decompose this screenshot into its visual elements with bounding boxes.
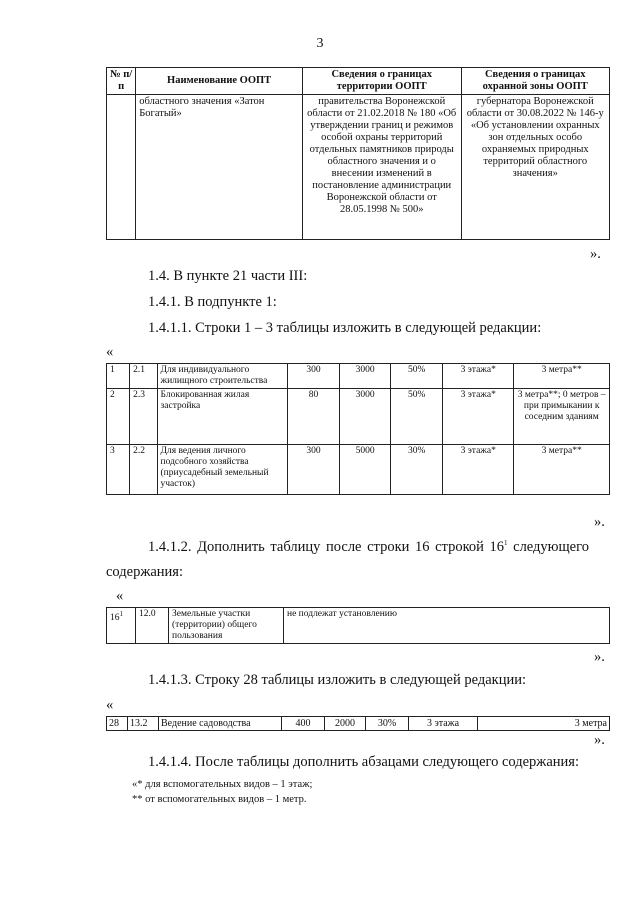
table-row — [107, 95, 610, 240]
cell-code: 2.1 — [130, 364, 157, 389]
cell-num: 2 — [107, 389, 130, 445]
col-header-territory: Сведения о границах территории ООПТ — [302, 68, 461, 95]
cell-num — [107, 95, 136, 240]
cell-max-area: 5000 — [339, 445, 391, 495]
cell-code: 12.0 — [136, 608, 169, 644]
note-1: «* для вспомогательных видов – 1 этаж; — [132, 779, 313, 790]
cell-territory: правительства Воронежской области от 21.02.2018 № 180 «Об утверждении границ и режимов особой охраны территорий отдельных памятников природы областного значения и о внесении изменений в постановление администрации Воронежской области от 28.05.1998 № 500» — [302, 95, 461, 240]
cell-name: Ведение садоводства — [159, 717, 282, 731]
cell-setback: 3 метра — [478, 717, 610, 731]
close-quote-3: ». — [594, 649, 605, 665]
paragraph-1-4: 1.4. В пункте 21 части III: — [148, 268, 308, 284]
cell-min-area: 300 — [288, 364, 340, 389]
cell-min-area: 80 — [288, 389, 340, 445]
cell-name: Земельные участки (территории) общего пользования — [169, 608, 284, 644]
cell-value: не подлежат установлению — [284, 608, 610, 644]
paragraph-1-4-1-2-text: 1.4.1.2. Дополнить таблицу после строки 16 строкой 16 — [148, 539, 505, 555]
cell-min-area: 400 — [282, 717, 325, 731]
cell-num-sup: 1 — [119, 610, 123, 618]
cell-code: 13.2 — [128, 717, 159, 731]
cell-num: 3 — [107, 445, 130, 495]
land-use-table — [106, 363, 610, 495]
open-quote-4: « — [106, 697, 114, 713]
cell-setback: 3 метра** — [514, 445, 610, 495]
cell-max-area: 3000 — [339, 364, 391, 389]
close-quote-1: ». — [590, 246, 601, 262]
page-number: 3 — [316, 36, 324, 51]
note-2: ** от вспомогательных видов – 1 метр. — [132, 794, 307, 805]
row-28-table — [106, 716, 610, 731]
cell-name: Блокированная жилая застройка — [157, 389, 288, 445]
col-header-zone: Сведения о границах охранной зоны ООПТ — [461, 68, 610, 95]
table-row — [107, 608, 610, 644]
cell-max-area: 3000 — [339, 389, 391, 445]
col-header-num: № п/п — [107, 68, 136, 95]
paragraph-1-4-1: 1.4.1. В подпункте 1: — [148, 294, 277, 310]
oopt-table — [106, 67, 610, 240]
table-row — [107, 717, 610, 731]
cell-num: 28 — [107, 717, 128, 731]
cell-name: Для ведения личного подсобного хозяйства (приусадебный земельный участок) — [157, 445, 288, 495]
open-quote-2: « — [106, 344, 114, 360]
cell-setback: 3 метра** — [514, 364, 610, 389]
cell-floors: 3 этажа* — [443, 364, 514, 389]
cell-floors: 3 этажа* — [443, 445, 514, 495]
col-header-name: Наименование ООПТ — [136, 68, 303, 95]
cell-coverage: 50% — [391, 364, 443, 389]
table-row — [107, 389, 610, 445]
cell-name: Для индивидуального жилищного строительства — [157, 364, 288, 389]
paragraph-1-4-1-4: 1.4.1.4. После таблицы дополнить абзацами следующего содержания: — [148, 754, 579, 770]
cell-num: 1 — [107, 364, 130, 389]
table-row — [107, 445, 610, 495]
table-header-row — [107, 68, 610, 95]
close-quote-4: ». — [594, 732, 605, 748]
paragraph-1-4-1-2-cont: содержания: — [106, 564, 184, 580]
paragraph-1-4-1-2 — [148, 539, 589, 556]
open-quote-3: « — [116, 588, 124, 604]
table-row — [107, 364, 610, 389]
paragraph-1-4-1-3: 1.4.1.3. Строку 28 таблицы изложить в следующей редакции: — [148, 672, 527, 688]
cell-code: 2.3 — [130, 389, 157, 445]
row-16-1-table — [106, 607, 610, 644]
cell-code: 2.2 — [130, 445, 157, 495]
paragraph-1-4-1-2-sup: 1 — [504, 539, 508, 548]
cell-setback: 3 метра**; 0 метров – при примыкании к соседним зданиям — [514, 389, 610, 445]
paragraph-1-4-1-2-tail: следующего — [507, 539, 589, 555]
cell-coverage: 50% — [391, 389, 443, 445]
cell-floors: 3 этажа — [409, 717, 478, 731]
cell-floors: 3 этажа* — [443, 389, 514, 445]
cell-coverage: 30% — [391, 445, 443, 495]
cell-min-area: 300 — [288, 445, 340, 495]
cell-max-area: 2000 — [325, 717, 366, 731]
cell-num-value: 16 — [110, 613, 120, 624]
close-quote-2: ». — [594, 514, 605, 530]
cell-zone: губернатора Воронежской области от 30.08.2022 № 146-у «Об установлении охранных зон отдельных особо охраняемых природных территорий областного значения» — [461, 95, 610, 240]
cell-name: областного значения «Затон Богатый» — [136, 95, 303, 240]
paragraph-1-4-1-1: 1.4.1.1. Строки 1 – 3 таблицы изложить в следующей редакции: — [148, 320, 542, 336]
cell-coverage: 30% — [366, 717, 409, 731]
cell-num — [107, 608, 136, 644]
